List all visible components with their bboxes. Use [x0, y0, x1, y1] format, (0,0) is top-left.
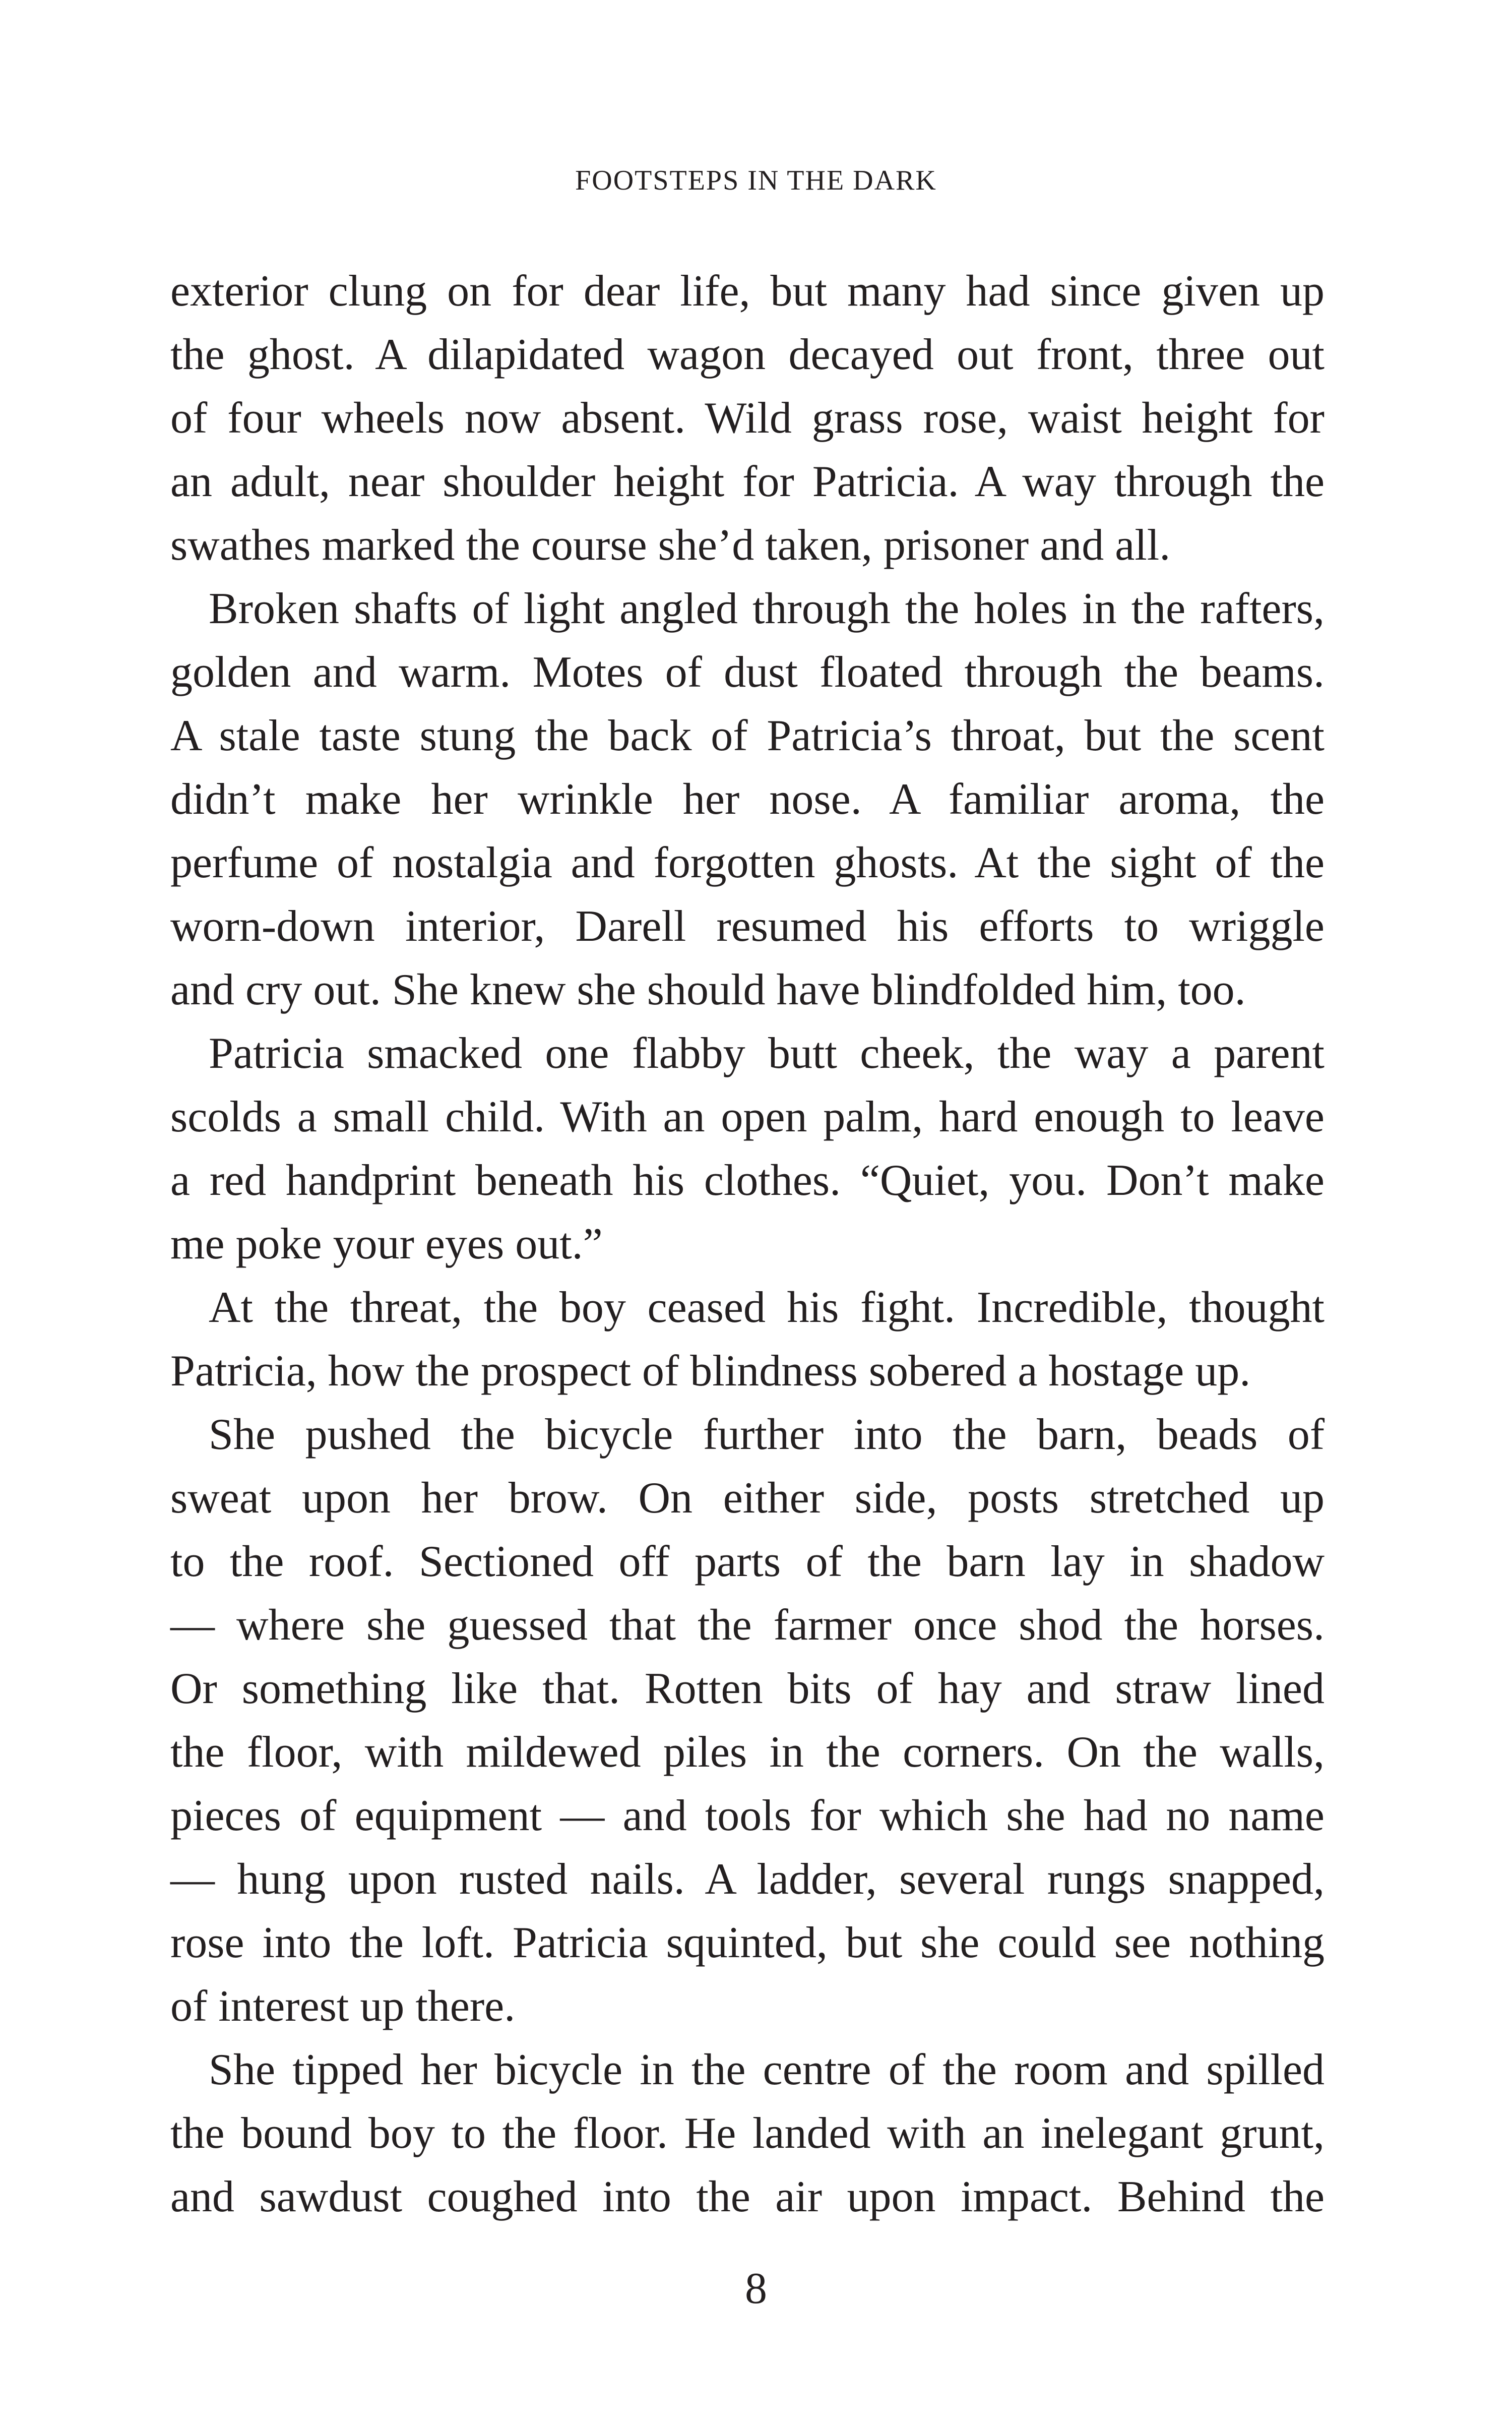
- page-number: 8: [745, 2264, 767, 2313]
- text-line: me poke your eyes out.”: [170, 1220, 603, 1268]
- text-line: — hung upon rusted nails. A ladder, several rungs snapped,: [170, 1855, 1325, 1904]
- text-line: exterior clung on for dear life, but many had since given up: [170, 267, 1325, 316]
- text-line: A stale taste stung the back of Patricia’s throat, but the scent: [170, 711, 1325, 760]
- text-line: Or something like that. Rotten bits of hay and straw lined: [170, 1664, 1325, 1713]
- text-line: Patricia smacked one flabby butt cheek, the way a parent: [209, 1029, 1325, 1078]
- text-line: the ghost. A dilapidated wagon decayed out front, three out: [170, 330, 1325, 379]
- text-line: and sawdust coughed into the air upon impact. Behind the: [170, 2172, 1325, 2221]
- text-line: the floor, with mildewed piles in the corners. On the walls,: [170, 1728, 1325, 1777]
- text-line: to the roof. Sectioned off parts of the barn lay in shadow: [170, 1537, 1325, 1586]
- text-line: of four wheels now absent. Wild grass rose, waist height for: [170, 394, 1325, 443]
- text-line: golden and warm. Motes of dust floated through the beams.: [170, 648, 1325, 697]
- text-line: — where she guessed that the farmer once shod the horses.: [170, 1601, 1325, 1650]
- text-line: scolds a small child. With an open palm, hard enough to leave: [170, 1093, 1325, 1141]
- text-line: rose into the loft. Patricia squinted, but she could see nothing: [170, 1918, 1325, 1967]
- text-line: perfume of nostalgia and forgotten ghosts. At the sight of the: [170, 838, 1325, 887]
- text-line: the bound boy to the floor. He landed with an inelegant grunt,: [170, 2109, 1325, 2158]
- text-line: She tipped her bicycle in the centre of the room and spilled: [209, 2045, 1325, 2094]
- text-line: Broken shafts of light angled through the holes in the rafters,: [209, 584, 1325, 633]
- text-line: and cry out. She knew she should have blindfolded him, too.: [170, 965, 1246, 1014]
- running-head: FOOTSTEPS IN THE DARK: [575, 165, 937, 196]
- text-line: Patricia, how the prospect of blindness sobered a hostage up.: [170, 1347, 1251, 1396]
- text-line: At the threat, the boy ceased his fight. Incredible, thought: [209, 1283, 1325, 1332]
- body-text: [170, 260, 1325, 2229]
- text-line: didn’t make her wrinkle her nose. A familiar aroma, the: [170, 775, 1325, 824]
- text-line: pieces of equipment — and tools for which she had no name: [170, 1791, 1325, 1840]
- text-line: a red handprint beneath his clothes. “Quiet, you. Don’t make: [170, 1156, 1325, 1205]
- text-line: swathes marked the course she’d taken, prisoner and all.: [170, 521, 1171, 570]
- text-line: an adult, near shoulder height for Patricia. A way through the: [170, 457, 1325, 506]
- text-line: She pushed the bicycle further into the barn, beads of: [209, 1410, 1325, 1459]
- text-line: worn-down interior, Darell resumed his efforts to wriggle: [170, 902, 1325, 951]
- text-line: sweat upon her brow. On either side, posts stretched up: [170, 1474, 1325, 1523]
- text-line: of interest up there.: [170, 1982, 516, 2031]
